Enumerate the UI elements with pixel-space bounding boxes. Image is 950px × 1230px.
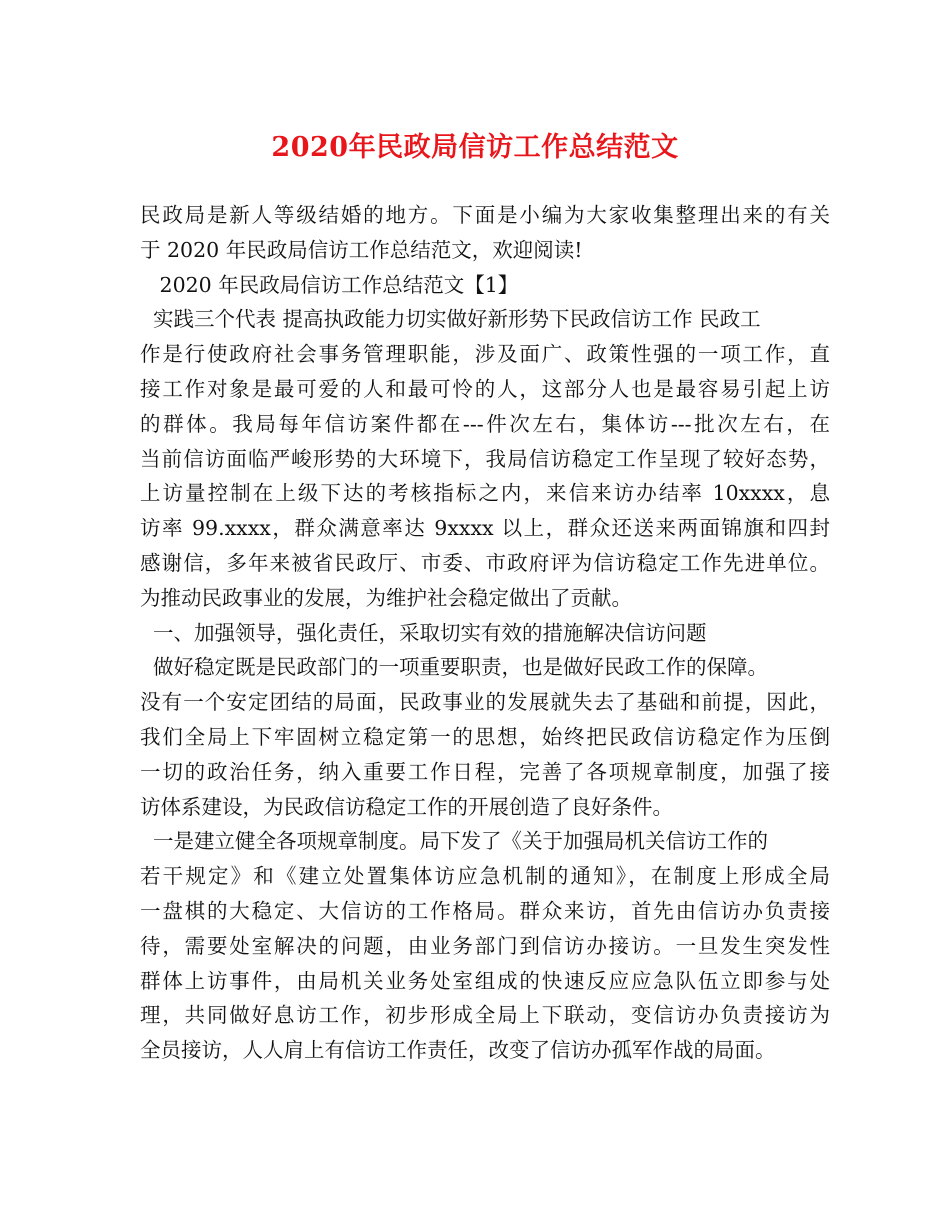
text-line: 的群体。我局每年信访案件都在---件次左右，集体访---批次左右，在	[140, 411, 830, 436]
text-line: 为推动民政事业的发展，为维护社会稳定做出了贡献。	[140, 585, 632, 610]
text-line: 群体上访事件，由局机关业务处室组成的快速反应应急队伍立即参与处	[140, 968, 830, 993]
text-line: 实践三个代表 提高执政能力切实做好新形势下民政信访工作 民政工	[140, 307, 761, 332]
text-line: 一是建立健全各项规章制度。局下发了《关于加强局机关信访工作的	[140, 829, 769, 854]
text-line: 当前信访面临严峻形势的大环境下，我局信访稳定工作呈现了较好态势，	[140, 446, 830, 471]
document-body	[140, 198, 830, 1068]
text-line: 访率 99.xxxx，群众满意率达 9xxxx 以上，群众还送来两面锦旗和四封	[140, 516, 830, 541]
text-line: 感谢信，多年来被省民政厅、市委、市政府评为信访稳定工作先进单位。	[140, 550, 830, 575]
text-line: 接工作对象是最可爱的人和最可怜的人，这部分人也是最容易引起上访	[140, 376, 830, 401]
text-line: 于 2020 年民政局信访工作总结范文，欢迎阅读!	[140, 237, 583, 262]
text-line: 上访量控制在上级下达的考核指标之内，来信来访办结率 10xxxx，息	[140, 481, 830, 506]
text-line: 理，共同做好息访工作，初步形成全局上下联动，变信访办负责接访为	[140, 1003, 830, 1028]
text-line: 没有一个安定团结的局面，民政事业的发展就失去了基础和前提，因此，	[140, 690, 830, 715]
text-line: 我们全局上下牢固树立稳定第一的思想，始终把民政信访稳定作为压倒	[140, 724, 830, 749]
text-line: 全员接访，人人肩上有信访工作责任，改变了信访办孤军作战的局面。	[140, 1038, 776, 1063]
text-line: 民政局是新人等级结婚的地方。下面是小编为大家收集整理出来的有关	[140, 203, 830, 227]
text-line: 访体系建设，为民政信访稳定工作的开展创造了良好条件。	[140, 794, 673, 819]
text-line: 一、加强领导，强化责任，采取切实有效的措施解决信访问题	[140, 620, 707, 645]
text-line: 一切的政治任务，纳入重要工作日程，完善了各项规章制度，加强了接	[140, 759, 830, 784]
text-line: 若干规定》和《建立处置集体访应急机制的通知》，在制度上形成全局	[140, 864, 830, 889]
text-line: 待，需要处室解决的问题，由业务部门到信访办接访。一旦发生突发性	[140, 933, 830, 958]
text-line: 2020 年民政局信访工作总结范文【1】	[140, 272, 519, 297]
text-line: 一盘棋的大稳定、大信访的工作格局。群众来访，首先由信访办负责接	[140, 898, 830, 923]
page-title: 2020年民政局信访工作总结范文	[271, 132, 679, 163]
text-line: 作是行使政府社会事务管理职能，涉及面广、政策性强的一项工作，直	[140, 342, 830, 367]
text-line: 做好稳定既是民政部门的一项重要职责，也是做好民政工作的保障。	[140, 655, 769, 680]
